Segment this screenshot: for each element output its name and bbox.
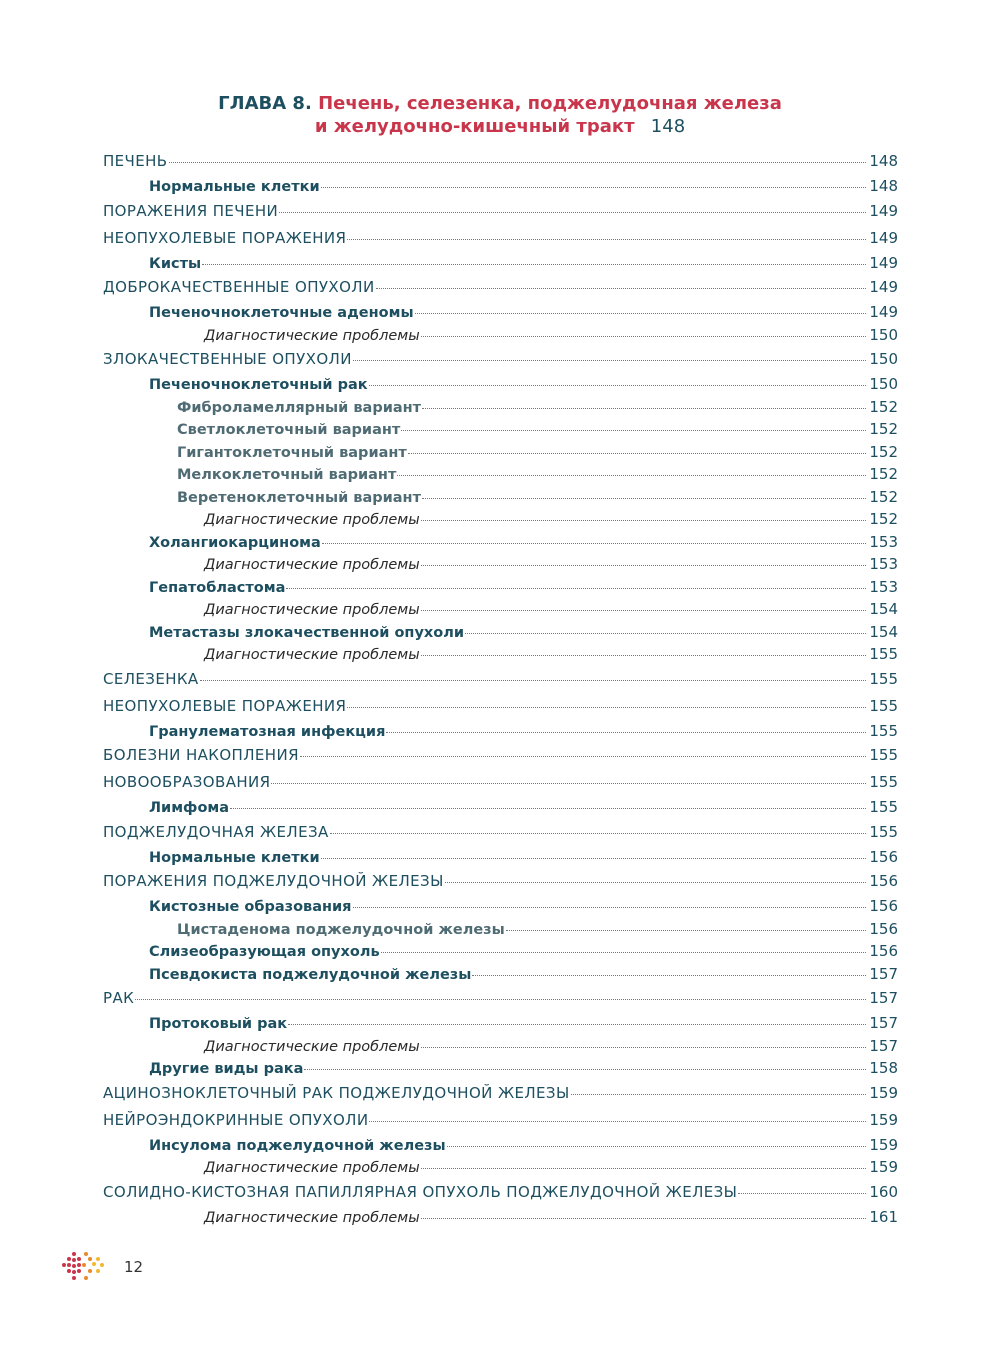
chapter-header-line1 xyxy=(0,92,1000,115)
toc-entry-page: 156 xyxy=(869,897,898,915)
toc-leader-dots xyxy=(230,808,866,809)
toc-entry-page: 160 xyxy=(869,1182,898,1201)
toc-entry-title: Другие виды рака xyxy=(149,1061,304,1077)
toc-entry[interactable] xyxy=(103,396,898,419)
logo-dot xyxy=(67,1257,71,1261)
toc-leader-dots xyxy=(353,907,867,908)
toc-leader-dots xyxy=(421,610,867,611)
toc-entry-title: Лимфома xyxy=(149,800,230,816)
toc-leader-dots xyxy=(421,655,867,656)
logo-dot xyxy=(72,1252,76,1256)
toc-entry-title: НЕОПУХОЛЕВЫЕ ПОРАЖЕНИЯ xyxy=(103,696,347,715)
toc-entry[interactable] xyxy=(103,1035,898,1058)
toc-entry-title: Гигантоклеточный вариант xyxy=(177,444,407,461)
toc-leader-dots xyxy=(381,952,867,953)
toc-entry[interactable] xyxy=(103,301,898,324)
toc-entry[interactable] xyxy=(103,895,898,918)
toc-entry-page: 153 xyxy=(869,577,898,596)
toc-entry[interactable] xyxy=(103,373,898,396)
toc-leader-dots xyxy=(447,1146,867,1147)
toc-entry-page: 152 xyxy=(869,465,898,483)
logo-dot xyxy=(72,1264,76,1268)
toc-entry[interactable] xyxy=(103,175,898,198)
toc-leader-dots xyxy=(421,1218,867,1219)
toc-entry-page: 149 xyxy=(869,228,898,247)
logo-dot xyxy=(92,1262,96,1266)
toc-leader-dots xyxy=(422,408,866,409)
toc-entry-page: 158 xyxy=(869,1059,898,1077)
toc-leader-dots xyxy=(738,1193,866,1194)
toc-entry-title: СОЛИДНО-КИСТОЗНАЯ ПАПИЛЛЯРНАЯ ОПУХОЛЬ ПОДЖЕЛУДОЧНОЙ ЖЕЛЕЗЫ xyxy=(103,1182,738,1201)
toc-leader-dots xyxy=(347,707,866,708)
toc-entry-page: 157 xyxy=(869,964,898,983)
toc-entry-page: 152 xyxy=(869,487,898,506)
toc-leader-dots xyxy=(369,385,867,386)
toc-entry[interactable] xyxy=(103,324,898,347)
toc-entry[interactable] xyxy=(103,918,898,941)
toc-entry-page: 155 xyxy=(869,798,898,816)
toc-entry[interactable] xyxy=(103,963,898,986)
toc-entry-title: НЕОПУХОЛЕВЫЕ ПОРАЖЕНИЯ xyxy=(103,228,347,247)
toc-entry-title: Инсулома поджелудочной железы xyxy=(149,1137,446,1154)
toc-entry-page: 156 xyxy=(869,919,898,938)
toc-entry-title: Мелкоклеточный вариант xyxy=(177,467,397,483)
toc-leader-dots xyxy=(321,858,867,859)
toc-entry-title: ЗЛОКАЧЕСТВЕННЫЕ ОПУХОЛИ xyxy=(103,350,352,368)
toc-leader-dots xyxy=(386,732,866,733)
toc-entry-title: Метастазы злокачественной опухоли xyxy=(149,624,464,641)
toc-entry-page: 159 xyxy=(869,1083,898,1102)
toc-entry-page: 155 xyxy=(869,822,898,841)
toc-entry[interactable] xyxy=(103,940,898,963)
toc-leader-dots xyxy=(421,1047,867,1048)
toc-entry-title: Печеночноклеточный рак xyxy=(149,377,368,393)
chapter-header-line2 xyxy=(0,115,1000,138)
toc-entry[interactable] xyxy=(103,742,898,769)
toc-entry-page: 155 xyxy=(869,721,898,740)
toc-entry[interactable] xyxy=(103,846,898,869)
toc-entry-page: 155 xyxy=(869,669,898,688)
toc-entry-title: Диагностические проблемы xyxy=(204,647,420,663)
toc-entry-page: 159 xyxy=(869,1158,898,1176)
logo-dot xyxy=(96,1257,100,1261)
logo-dot xyxy=(67,1263,71,1267)
toc-entry[interactable] xyxy=(103,252,898,275)
toc-entry-page: 150 xyxy=(869,350,898,368)
toc-entry-title: СЕЛЕЗЕНКА xyxy=(103,669,199,688)
toc-entry-title: Диагностические проблемы xyxy=(204,327,420,344)
logo-dot xyxy=(84,1276,88,1280)
toc-entry[interactable] xyxy=(103,441,898,464)
logo-dot xyxy=(88,1269,92,1273)
toc-leader-dots xyxy=(397,475,866,476)
toc-entry-title: Диагностические проблемы xyxy=(204,557,420,573)
toc-entry[interactable] xyxy=(103,531,898,554)
toc-leader-dots xyxy=(421,1168,867,1169)
toc-entry[interactable] xyxy=(103,576,898,599)
toc-entry[interactable] xyxy=(103,346,898,373)
toc-leader-dots xyxy=(421,520,867,521)
toc-leader-dots xyxy=(571,1094,867,1095)
toc-entry[interactable] xyxy=(103,1179,898,1206)
toc-entry[interactable] xyxy=(103,720,898,743)
toc-entry-page: 154 xyxy=(869,622,898,641)
toc-entry-page: 156 xyxy=(869,847,898,866)
toc-leader-dots xyxy=(200,680,867,681)
toc-entry-page: 155 xyxy=(869,645,898,663)
toc-entry-title: Гранулематозная инфекция xyxy=(149,723,386,740)
toc-leader-dots xyxy=(135,999,866,1000)
toc-entry-page: 159 xyxy=(869,1110,898,1129)
toc-entry-page: 149 xyxy=(869,201,898,220)
toc-entry-page: 155 xyxy=(869,746,898,764)
toc-entry-title: Веретеноклеточный вариант xyxy=(177,489,421,506)
toc-entry-title: Диагностические проблемы xyxy=(204,1160,420,1176)
toc-leader-dots xyxy=(506,930,867,931)
logo-dot xyxy=(88,1257,92,1261)
toc-entry-title: Диагностические проблемы xyxy=(204,1038,420,1055)
toc-entry-title: ПОРАЖЕНИЯ ПЕЧЕНИ xyxy=(103,201,279,220)
logo-dot xyxy=(77,1263,81,1267)
arrow-dots-logo-icon xyxy=(60,1245,106,1285)
toc-entry-page: 157 xyxy=(869,989,898,1007)
toc-entry-title: ПОРАЖЕНИЯ ПОДЖЕЛУДОЧНОЙ ЖЕЛЕЗЫ xyxy=(103,872,444,890)
toc-entry-page: 152 xyxy=(869,442,898,461)
toc-entry-title: Гепатобластома xyxy=(149,579,286,596)
toc-entry-page: 153 xyxy=(869,555,898,573)
toc-entry[interactable] xyxy=(103,225,898,252)
toc-entry[interactable] xyxy=(103,508,898,531)
toc-entry[interactable] xyxy=(103,1057,898,1080)
logo-dot xyxy=(67,1269,71,1273)
toc-entry-title: ПОДЖЕЛУДОЧНАЯ ЖЕЛЕЗА xyxy=(103,822,329,841)
toc-entry-page: 155 xyxy=(869,696,898,715)
toc-leader-dots xyxy=(347,239,866,240)
toc-entry[interactable] xyxy=(103,819,898,846)
toc-entry[interactable] xyxy=(103,148,898,175)
toc-entry-page: 156 xyxy=(869,872,898,890)
toc-entry-page: 149 xyxy=(869,278,898,296)
toc-leader-dots xyxy=(415,313,867,314)
toc-leader-dots xyxy=(169,162,867,163)
page-number: 12 xyxy=(124,1258,144,1276)
toc-leader-dots xyxy=(369,1121,866,1122)
chapter-title-line2: и желудочно-кишечный тракт xyxy=(314,116,635,137)
logo-dot xyxy=(72,1276,76,1280)
toc-leader-dots xyxy=(330,833,867,834)
toc-entry-title: Нормальные клетки xyxy=(149,179,320,195)
toc-entry[interactable] xyxy=(103,868,898,895)
toc-entry[interactable] xyxy=(103,666,898,693)
toc-entry[interactable] xyxy=(103,1080,898,1107)
logo-dot xyxy=(84,1252,88,1256)
toc-entry[interactable] xyxy=(103,1107,898,1134)
toc-entry-title: Диагностические проблемы xyxy=(204,1209,420,1226)
toc-entry-page: 153 xyxy=(869,532,898,551)
toc-leader-dots xyxy=(322,543,867,544)
toc-entry[interactable] xyxy=(103,463,898,486)
toc-entry[interactable] xyxy=(103,796,898,819)
toc-leader-dots xyxy=(445,882,867,883)
toc-entry[interactable] xyxy=(103,486,898,509)
toc-entry-page: 149 xyxy=(869,253,898,272)
toc-entry-page: 155 xyxy=(869,773,898,791)
toc-entry[interactable] xyxy=(103,198,898,225)
toc-entry-page: 156 xyxy=(869,942,898,960)
toc-entry-title: ПЕЧЕНЬ xyxy=(103,152,168,170)
toc-leader-dots xyxy=(421,336,867,337)
logo-dot xyxy=(82,1263,86,1267)
toc-entry-page: 148 xyxy=(869,152,898,170)
toc-entry-title: Печеночноклеточные аденомы xyxy=(149,305,414,321)
chapter-header xyxy=(0,92,1000,138)
toc-leader-dots xyxy=(376,288,867,289)
toc-entry[interactable] xyxy=(103,1206,898,1229)
toc-entry[interactable] xyxy=(103,693,898,720)
toc-entry[interactable] xyxy=(103,1134,898,1157)
table-of-contents xyxy=(103,148,898,1228)
toc-entry[interactable] xyxy=(103,598,898,621)
toc-entry[interactable] xyxy=(103,1156,898,1179)
toc-entry-title: Нормальные клетки xyxy=(149,849,320,866)
toc-entry-page: 150 xyxy=(869,375,898,393)
toc-entry-title: ДОБРОКАЧЕСТВЕННЫЕ ОПУХОЛИ xyxy=(103,278,375,296)
toc-entry[interactable] xyxy=(103,418,898,441)
toc-entry-title: АЦИНОЗНОКЛЕТОЧНЫЙ РАК ПОДЖЕЛУДОЧНОЙ ЖЕЛЕЗЫ xyxy=(103,1083,570,1102)
toc-entry[interactable] xyxy=(103,274,898,301)
logo-dot xyxy=(100,1263,104,1267)
logo-dot xyxy=(72,1258,76,1262)
logo-dot xyxy=(62,1263,66,1267)
toc-leader-dots xyxy=(288,1024,866,1025)
toc-leader-dots xyxy=(422,498,866,499)
toc-entry-page: 152 xyxy=(869,397,898,416)
toc-entry-title: РАК xyxy=(103,989,135,1007)
toc-entry-page: 159 xyxy=(869,1135,898,1154)
toc-entry[interactable] xyxy=(103,769,898,796)
toc-entry-title: Холангиокарцинома xyxy=(149,534,321,551)
toc-entry-title: НЕЙРОЭНДОКРИННЫЕ ОПУХОЛИ xyxy=(103,1110,369,1129)
toc-entry[interactable] xyxy=(103,621,898,644)
toc-entry-page: 150 xyxy=(869,325,898,344)
chapter-title-line1: Печень, селезенка, поджелудочная железа xyxy=(318,93,782,114)
toc-leader-dots xyxy=(271,783,866,784)
toc-leader-dots xyxy=(353,360,867,361)
toc-entry-page: 157 xyxy=(869,1014,898,1032)
toc-entry-title: БОЛЕЗНИ НАКОПЛЕНИЯ xyxy=(103,746,299,764)
toc-entry-title: НОВООБРАЗОВАНИЯ xyxy=(103,773,271,791)
toc-leader-dots xyxy=(465,633,866,634)
toc-leader-dots xyxy=(279,212,866,213)
toc-leader-dots xyxy=(472,975,866,976)
toc-entry-page: 161 xyxy=(869,1207,898,1226)
toc-leader-dots xyxy=(421,565,867,566)
toc-entry-title: Цистаденома поджелудочной железы xyxy=(177,921,505,938)
logo-dot xyxy=(72,1270,76,1274)
toc-entry-page: 152 xyxy=(869,420,898,438)
toc-entry-title: Кисты xyxy=(149,255,202,272)
toc-entry[interactable] xyxy=(103,985,898,1012)
toc-entry-page: 157 xyxy=(869,1036,898,1055)
chapter-page: 148 xyxy=(650,116,686,137)
toc-entry-title: Диагностические проблемы xyxy=(204,602,420,618)
toc-leader-dots xyxy=(202,264,866,265)
toc-leader-dots xyxy=(321,187,867,188)
logo-dot xyxy=(77,1269,81,1273)
toc-entry[interactable] xyxy=(103,1012,898,1035)
toc-entry-title: Слизеобразующая опухоль xyxy=(149,944,380,960)
toc-entry-page: 152 xyxy=(869,510,898,528)
toc-entry-title: Протоковый рак xyxy=(149,1016,288,1032)
logo-dot xyxy=(77,1257,81,1261)
logo-dot xyxy=(96,1269,100,1273)
toc-leader-dots xyxy=(300,756,866,757)
toc-leader-dots xyxy=(304,1069,866,1070)
toc-entry-page: 148 xyxy=(869,177,898,195)
toc-leader-dots xyxy=(286,588,866,589)
toc-leader-dots xyxy=(401,430,866,431)
toc-entry[interactable] xyxy=(103,553,898,576)
toc-entry-page: 149 xyxy=(869,303,898,321)
toc-entry[interactable] xyxy=(103,643,898,666)
toc-entry-title: Диагностические проблемы xyxy=(204,512,420,528)
toc-entry-title: Кистозные образования xyxy=(149,899,352,915)
toc-entry-page: 154 xyxy=(869,600,898,618)
chapter-label: ГЛАВА 8. xyxy=(218,93,312,114)
toc-entry-title: Псевдокиста поджелудочной железы xyxy=(149,966,472,983)
toc-entry-title: Светлоклеточный вариант xyxy=(177,422,401,438)
toc-entry-title: Фиброламеллярный вариант xyxy=(177,399,422,416)
toc-leader-dots xyxy=(408,453,867,454)
